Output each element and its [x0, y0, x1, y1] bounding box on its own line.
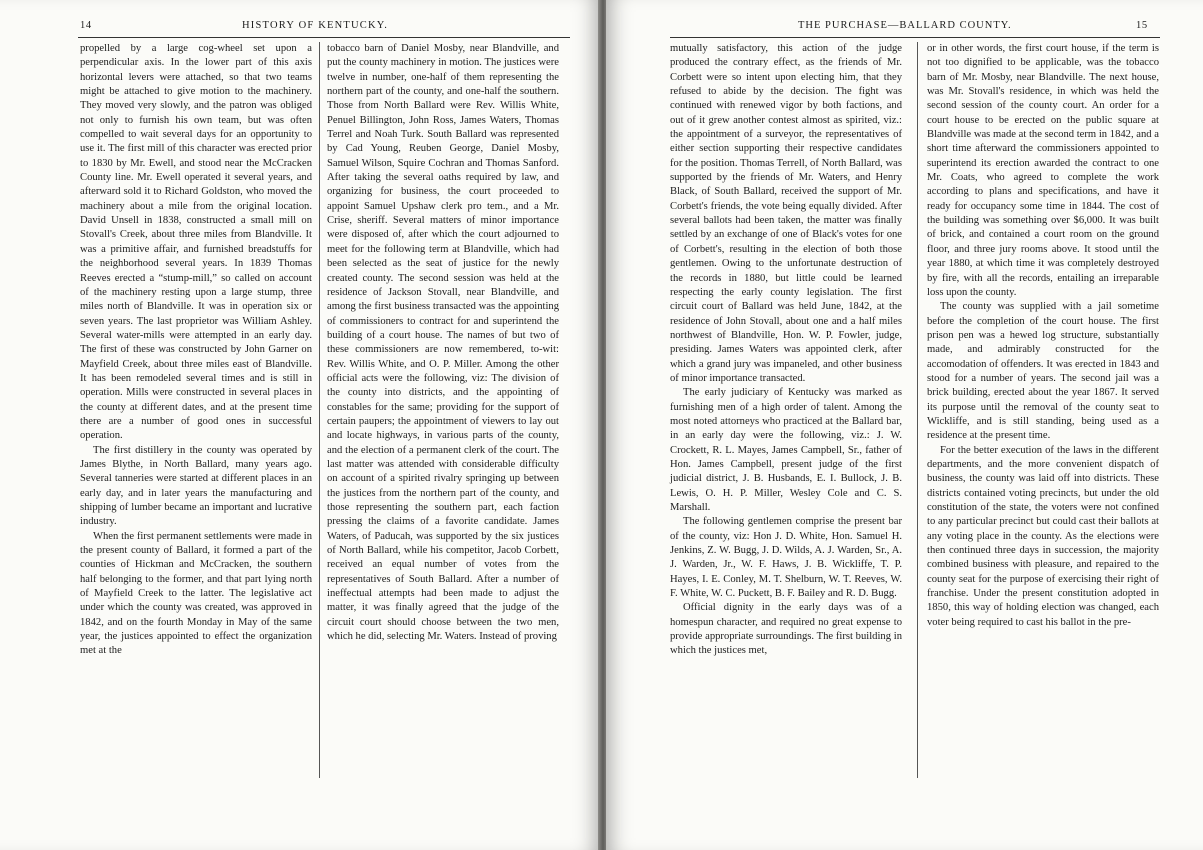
paragraph: or in other words, the first court house, if the term is not too dignified to be applicable, was the tobacco barn of Mr. Mosby, near Blandville. The next house, was Mr. Stovall's residence, in which was held the second session of the county court. An order for a court house to be erected on the public square at Blandville was made at the second term in 1842, and a short time afterward the commissioners appointed to superintend its erection awarded the contract to one Mr. Coats, who agreed to complete the work according to plans and specifications, and have it ready for occupancy some time in 1844. The cost of the building was something over $6,000. It was built of brick, and contained a court room on the ground floor, and three jury rooms above. It stood until the year 1880, at which time it was completely destroyed by fire, with all the records, entailing an irreparable loss upon the county.	[927, 43, 1159, 298]
text-column-2	[927, 42, 1159, 630]
column-divider	[319, 42, 320, 778]
header-rule	[78, 37, 570, 38]
right-page	[606, 0, 1203, 850]
left-page	[0, 0, 600, 850]
column-divider	[917, 42, 918, 778]
paragraph: mutually satisfactory, this action of the judge produced the contrary effect, as the friends of Mr. Corbett were so intent upon electing him, that they refused to abide by the decision. The fight was continued with renewed vigor by both factions, and out of it grew another contest almost as spirited, viz.: the appointment of a surveyor, the representatives of either section supporting their respective candidates for the position. Thomas Terrell, of North Ballard, was supported by the friends of Mr. Waters, and Henry Black, of South Ballard, received the support of Mr. Corbett's friends, the vote being equally divided. After several ballots had been taken, the matter was finally settled by an exchange of one of Black's votes for one of Corbett's, resulting in the election of both those gentlemen. Owing to the unfortunate destruction of the records in 1880, but little could be learned respecting the early county legislation. The first circuit court of Ballard was held June, 1842, at the residence of John Stovall, about one and a half miles northwest of Blandville, Hon. W. P. Fowler, judge, presiding. James Waters was appointed clerk, after which a grand jury was impaneled, and other business of minor importance transacted.	[670, 43, 902, 384]
running-title: THE PURCHASE—BALLARD COUNTY.	[798, 20, 1012, 31]
paragraph: The following gentlemen comprise the present bar of the county, viz: Hon J. D. White, Hon. Samuel H. Jenkins, Z. W. Bugg, J. D. Wilds, A. J. Warden, Sr., A. J. Warden, Jr., W. F. Haws, J. B. Wickliffe, T. P. Hayes, I. E. Conley, M. T. Shelburn, W. T. Reeves, W. F. White, W. C. Puckett, B. F. Bailey and R. D. Bugg.	[670, 516, 902, 600]
paragraph: For the better execution of the laws in the different departments, and the more convenient dispatch of business, the county was laid off into districts. These districts contained voting precincts, but under the old constitution of the state, the voters were not confined to any particular precinct but could cast their ballots at any voting place in the county. As the elections were then continued three days in succession, the majority combined business with pleasure, and repaired to the county seat for the purpose of exercising their right of franchise. Under the present constitution adopted in 1850, this way of holding election was changed, each voter being required to cast his ballot in the pre-	[927, 444, 1159, 628]
paragraph: tobacco barn of Daniel Mosby, near Blandville, and put the county machinery in motion. The justices were twelve in number, one-half of them representing the northern part of the county, and one-half the southern. Those from North Ballard were Rev. Willis White, Penuel Billington, John Ross, James Waters, Thomas Terrel and Noah Turk. South Ballard was represented by Cad Young, Reuben George, Daniel Mosby, Samuel Wilson, Squire Cochran and Thomas Sanford. After taking the several oaths required by law, and organizing for business, the court proceeded to appoint Samuel Upshaw clerk pro tem., and a Mr. Crise, sheriff. Several matters of minor importance were disposed of, after which the court adjourned to meet for the following term at Blandville, which had been selected as the seat of justice for the newly created county. The second session was held at the residence of Jackson Stovall, near Blandville, and among the first business transacted was the appointing of commissioners to contract for and superintend the building of a court house. The names of but two of these commissioners are now remembered, to-wit: Rev. Willis White, and O. P. Miller. Among the other official acts were the following, viz: The division of the county into districts, and the appointing of constables for the same; providing for the support of certain paupers; the appointment of viewers to lay out and locate highways, in various parts of the county, and the election of a permanent clerk of the court. The last matter was attended with considerable difficulty on account of a spirited rivalry springing up between the justices from the northern part of the county, and those representing the southern part, each faction pressing the claims of a favorite candidate. James Waters, of Paducah, was supported by the six justices of North Ballard, while his competitor, Jacob Corbett, received an equal number of votes from the representatives of South Ballard. After a number of ineffectual attempts had been made to adjust the matter, it was finally agreed that the judge of the circuit court should choose between the two men, which he did, selecting Mr. Waters. Instead of proving	[327, 43, 559, 643]
paragraph: When the first permanent settlements were made in the present county of Ballard, it formed a part of the counties of Hickman and McCracken, the southern half belonging to the former, and that part lying north of Mayfield Creek to the latter. The legislative act under which the county was created, was approved in 1842, and on the fourth Monday in May of the same year, the justices appointed to effect the organization met at the	[80, 530, 312, 657]
page-number: 14	[80, 20, 92, 31]
text-column-1	[670, 42, 902, 659]
paragraph: The county was supplied with a jail sometime before the completion of the court house. The first prison pen was a hewed log structure, substantially made, and admirably constructed for the accomodation of offenders. It was erected in 1843 and stood for a number of years. The second jail was a brick building, erected about the year 1867. It served its purpose until the removal of the county seat to Wickliffe, and is still standing, being used as a residence at the present time.	[927, 301, 1159, 442]
paragraph: propelled by a large cog-wheel set upon a perpendicular axis. In the lower part of this axis horizontal levers were attached, so that two teams might be attached to give motion to the machinery. They moved very slowly, and the patron was obliged not only to furnish his own team, but was often compelled to wait several days for an opportunity to use it. The first mill of this character was erected prior to 1830 by Mr. Ewell, and stood near the McCracken County line. Mr. Ewell operated it several years, and afterward sold it to Richard Goldston, who moved the machinery about a mile from the original location. David Unsell in 1838, constructed a small mill on Stovall's Creek, about three miles from Blandville. It was a primitive affair, and furnished breadstuffs for the neighborhood several years. In 1839 Thomas Reeves erected a “stump-mill,” so called on account of the machinery resting upon a large stump, three miles north of Blandville. It was in operation six or seven years. The last proprietor was William Ashley. Several water-mills were attempted in an early day. The first of these was constructed by John Garner on Mayfield Creek, about three miles east of Blandville. It has been remodeled several times and is still in operation. Mills were constructed in several places in the county at different dates, and at the present time there are a number of good ones in successful operation.	[80, 43, 312, 442]
text-column-1	[80, 42, 312, 659]
paragraph: Official dignity in the early days was of a homespun character, and required no great expense to provide appropriate surroundings. The first building in which the justices met,	[670, 602, 902, 657]
running-title: HISTORY OF KENTUCKY.	[242, 20, 389, 31]
page-number: 15	[1136, 20, 1148, 31]
header-rule	[670, 37, 1160, 38]
text-column-2	[327, 42, 559, 644]
paragraph: The first distillery in the county was operated by James Blythe, in North Ballard, many years ago. Several tanneries were started at different places in an early day, and in later years the manufacturing and shipping of lumber became an important and lucrative industry.	[80, 444, 312, 528]
paragraph: The early judiciary of Kentucky was marked as furnishing men of a high order of talent. Among the most noted attorneys who practiced at the Ballard bar, in an early day were the following, viz.: J. W. Crockett, R. L. Mayes, James Campbell, Sr., father of Hon. James Campbell, present judge of the first judicial district, J. B. Husbands, E. I. Bullock, J. B. Lewis, O. H. P. Miller, Wesley Cole and C. S. Marshall.	[670, 387, 902, 513]
